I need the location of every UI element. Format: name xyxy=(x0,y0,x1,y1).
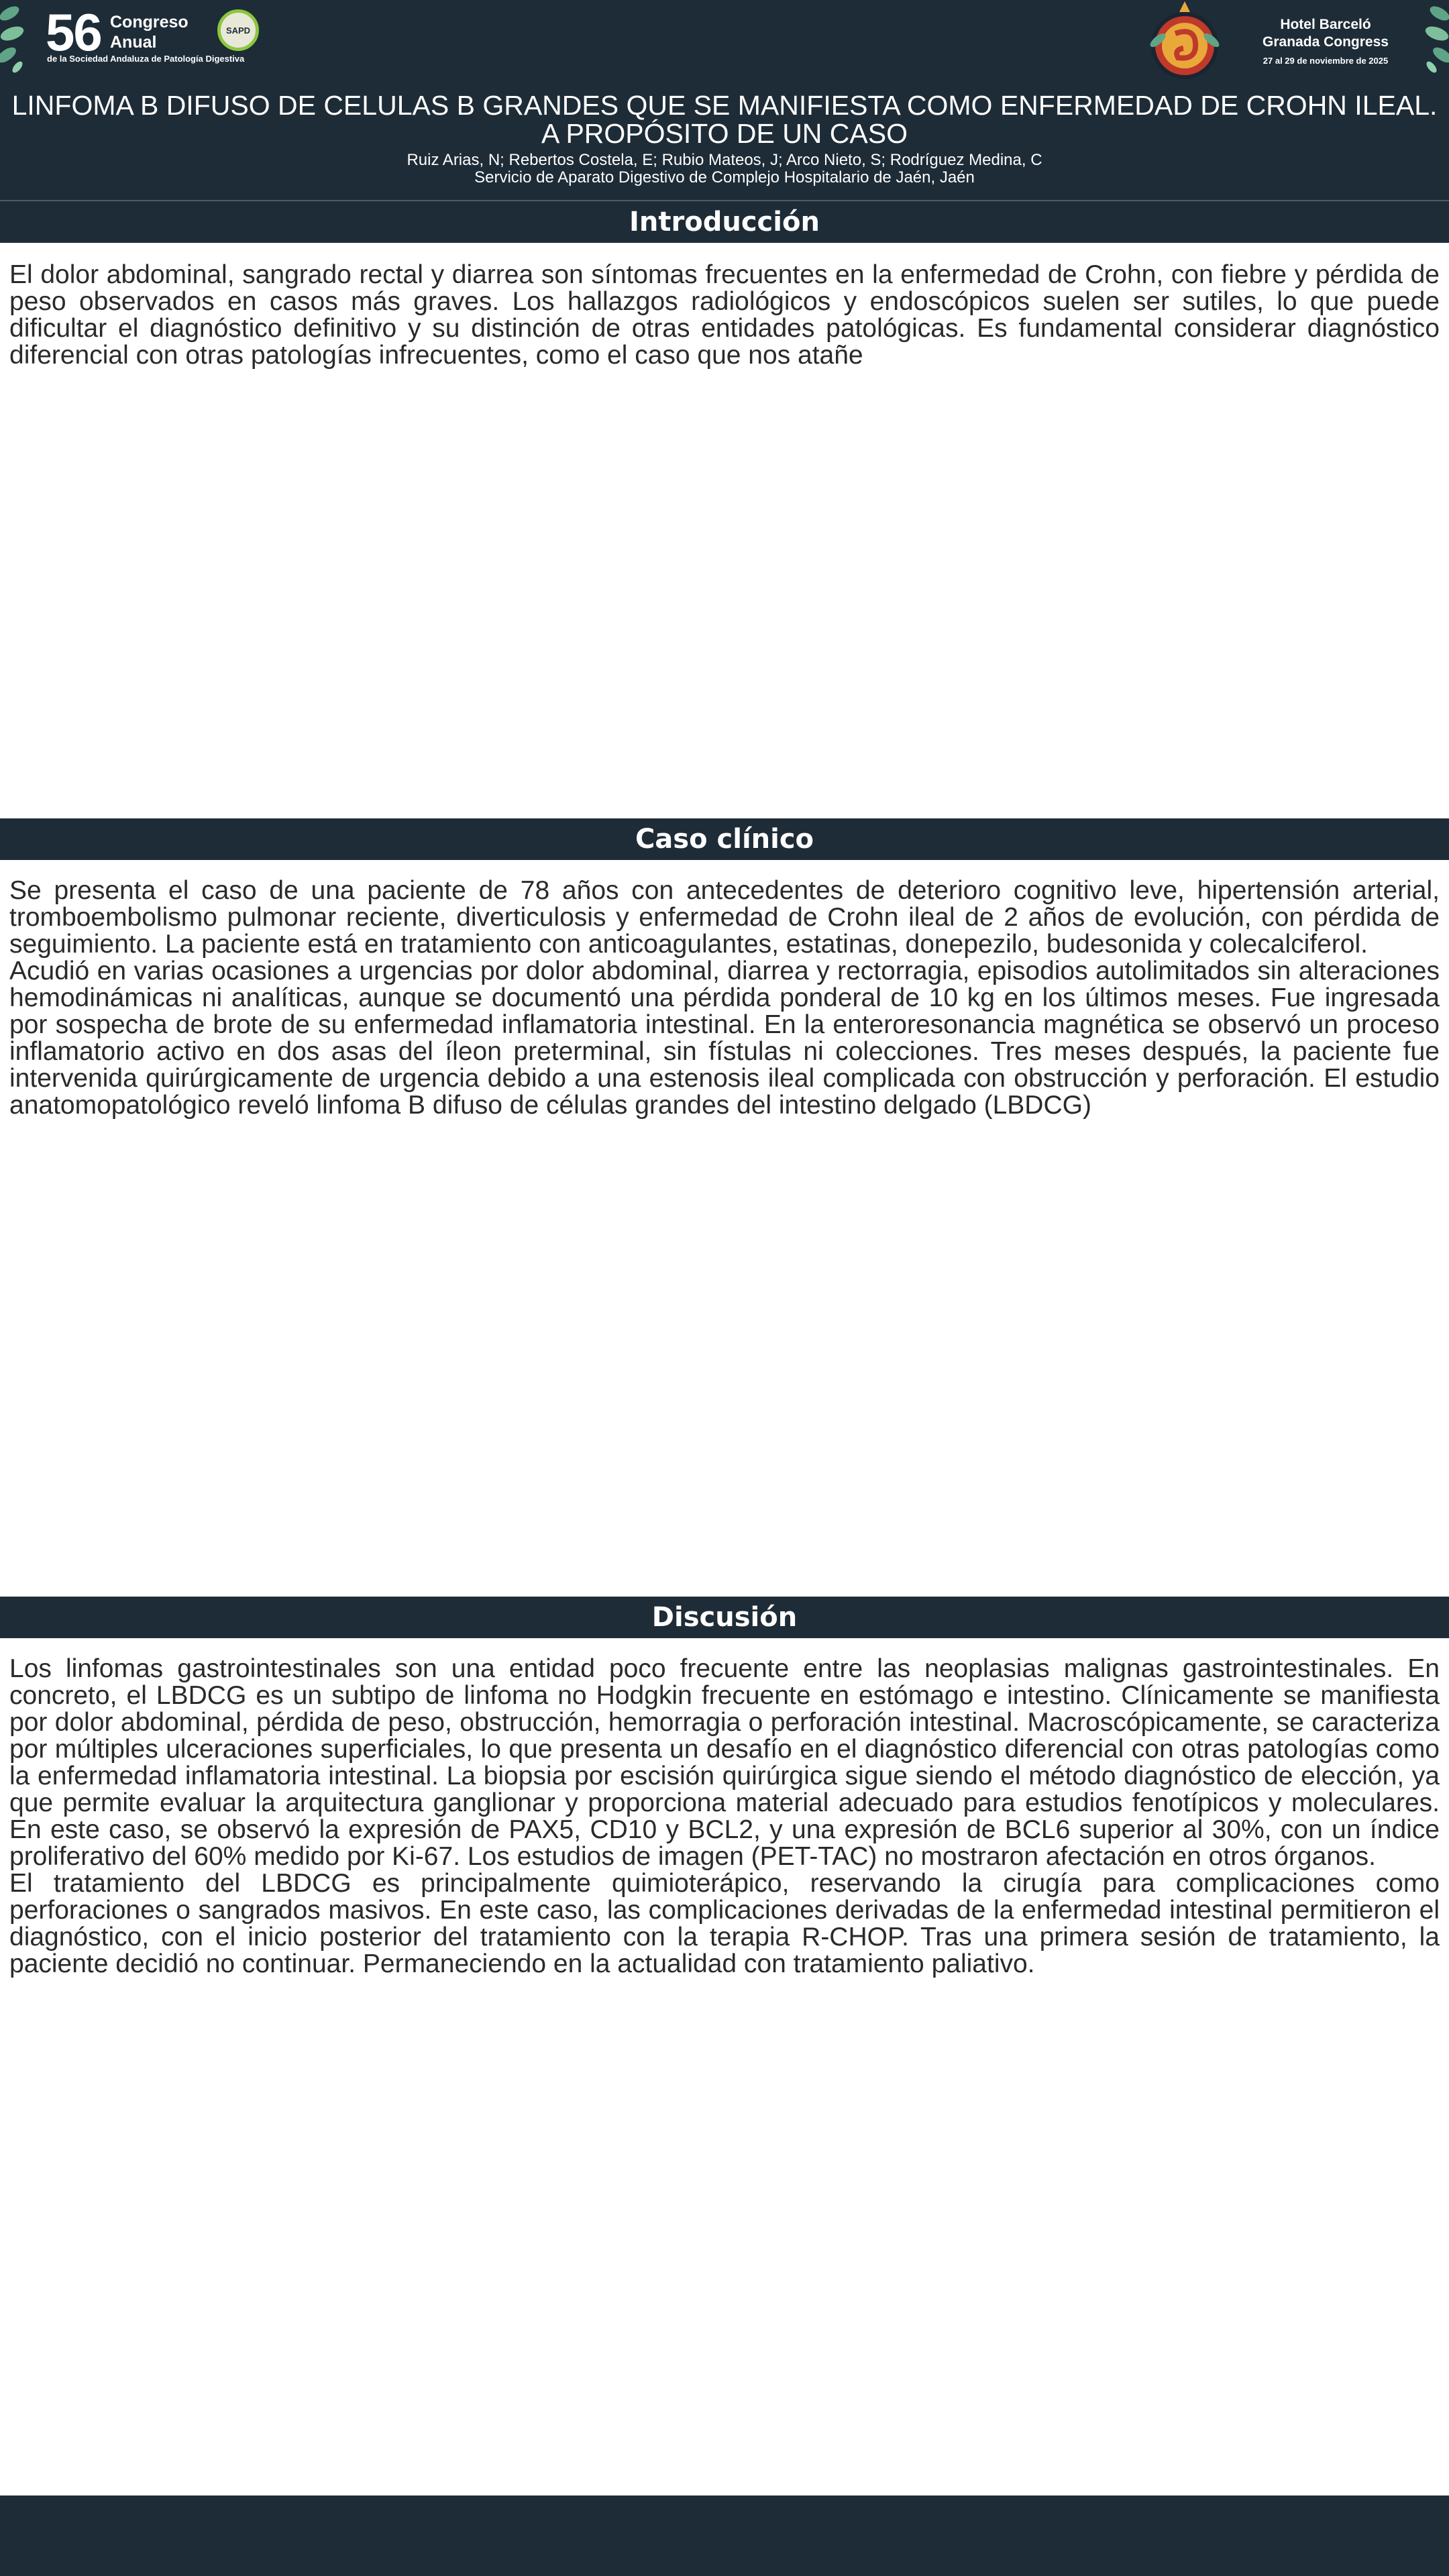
title-line-1: LINFOMA B DIFUSO DE CELULAS B GRANDES QUE SE MANIFIESTA COMO ENFERMEDAD DE CROHN ILEAL. xyxy=(11,90,1438,121)
title-line-2: A PROPÓSITO DE UN CASO xyxy=(541,118,908,149)
society-name: de la Sociedad Andaluza de Patología Digestiva xyxy=(47,54,245,64)
paragraph: El dolor abdominal, sangrado rectal y diarrea son síntomas frecuentes en la enfermedad de Crohn, con fiebre y pérdida de peso observados en casos más graves. Los hallazgos radiológicos y endoscópicos suelen ser sutiles, lo que puede dificultar el diagnóstico definitivo y su distinción de otras entidades patológicas. Es fundamental considerar diagnóstico diferencial con otras patologías infrecuentes, como el caso que nos atañe xyxy=(9,260,1440,370)
venue-dates: 27 al 29 de noviembre de 2025 xyxy=(1263,56,1389,66)
digestive-emblem-icon xyxy=(1142,0,1228,83)
poster-footer xyxy=(0,2496,1449,2576)
section-header-case: Caso clínico xyxy=(0,818,1449,860)
congress-word-1: Congreso xyxy=(110,13,189,32)
paragraph: Acudió en varias ocasiones a urgencias por dolor abdominal, diarrea y rectorragia, episodios autolimitados sin alteraciones hemodinámicas ni analíticas, aunque se documentó una pérdida ponderal de 10 kg en los últimos meses. Fue ingresada por sospecha de brote de su enfermedad inflamatoria intestinal. En la enteroresonancia magnética se observó un proceso inflamatorio activo en dos asas del íleon preterminal, sin fístulas ni colecciones. Tres meses después, la paciente fue intervenida quirúrgicamente de urgencia debido a una estenosis ileal complicada con obstrucción y perforación. El estudio anatomopatológico reveló linfoma B difuso de células grandes del intestino delgado (LBDCG) xyxy=(9,957,1440,1120)
affiliation: Servicio de Aparato Digestivo de Complejo Hospitalario de Jaén, Jaén xyxy=(474,168,975,186)
venue-line-2: Granada Congress xyxy=(1263,34,1389,50)
congress-number: 56 xyxy=(46,3,101,62)
author-list: Ruiz Arias, N; Rebertos Costela, E; Rubio Mateos, J; Arco Nieto, S; Rodríguez Medina, C xyxy=(407,151,1042,169)
congress-label xyxy=(110,12,189,52)
paragraph: Se presenta el caso de una paciente de 78 años con antecedentes de deterioro cognitivo leve, hipertensión arterial, tromboembolismo pulmonar reciente, diverticulosis y enfermedad de Crohn ileal de 2 años de evolución, con pérdida de seguimiento. La paciente está en tratamiento con anticoagulantes, estatinas, donepezilo, budesonida y colecalciferol. xyxy=(9,876,1440,959)
authors-block xyxy=(0,152,1449,186)
venue-info xyxy=(1248,16,1403,71)
leaf-branch-icon xyxy=(0,0,40,80)
section-body-intro xyxy=(9,262,1440,369)
leaf-branch-icon xyxy=(1409,0,1449,80)
poster-title xyxy=(0,91,1449,148)
section-body-discussion xyxy=(9,1656,1440,1978)
section-header-discussion: Discusión xyxy=(0,1597,1449,1638)
venue-line-1: Hotel Barceló xyxy=(1280,17,1371,32)
paragraph: El tratamiento del LBDCG es principalmente quimioterápico, reservando la cirugía para complicaciones como perforaciones o sangrados masivos. En este caso, las complicaciones derivadas de la enfermedad intestinal permitieron el diagnóstico, con el inicio posterior del tratamiento con la terapia R-CHOP. Tras una primera sesión de tratamiento, la paciente decidió no continuar. Permaneciendo en la actualidad con tratamiento paliativo. xyxy=(9,1869,1440,1978)
sapd-logo-icon: SAPD xyxy=(217,9,259,51)
congress-word-2: Anual xyxy=(110,33,157,52)
paragraph: Los linfomas gastrointestinales son una entidad poco frecuente entre las neoplasias malignas gastrointestinales. En concreto, el LBDCG es un subtipo de linfoma no Hodgkin frecuente en estómago e intestino. Clínicamente se manifiesta por dolor abdominal, pérdida de peso, obstrucción, hemorragia o perforación intestinal. Macroscópicamente, se caracteriza por múltiples ulceraciones superficiales, lo que presenta un desafío en el diagnóstico diferencial con otras patologías como la enfermedad inflamatoria intestinal. La biopsia por escisión quirúrgica sigue siendo el método diagnóstico de elección, ya que permite evaluar la arquitectura ganglionar y proporciona material adecuado para estudios fenotípicos y moleculares. En este caso, se observó la expresión de PAX5, CD10 y BCL2, y una expresión de BCL6 superior al 30%, con un índice proliferativo del 60% medido por Ki-67. Los estudios de imagen (PET-TAC) no mostraron afectación en otros órganos. xyxy=(9,1654,1440,1871)
poster-header xyxy=(0,0,1449,200)
section-header-intro: Introducción xyxy=(0,201,1449,243)
section-body-case xyxy=(9,877,1440,1119)
